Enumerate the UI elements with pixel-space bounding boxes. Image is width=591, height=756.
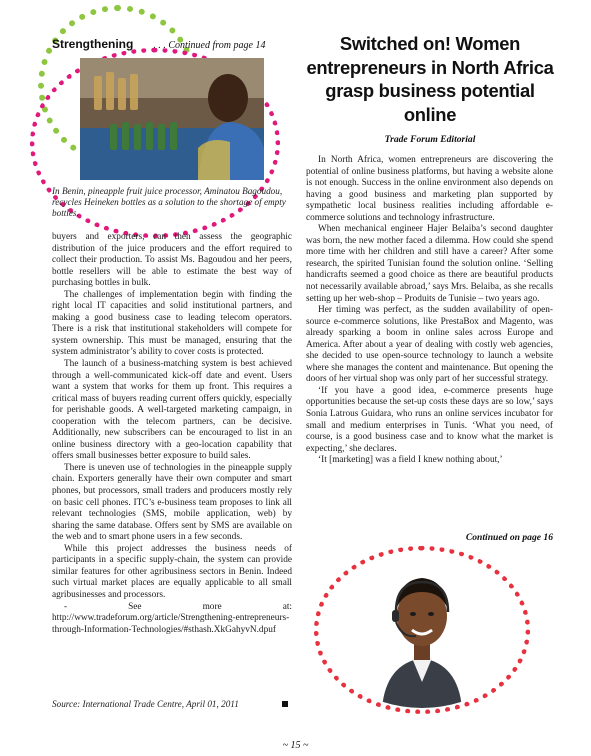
right-paragraph: In North Africa, women entrepreneurs are discovering the potential of online business platforms, but having a website alone is not enough. Success in the online environment also depends on having a good business and marketing plan supported by sympathetic local business realities including affordable e-commerce solutions and technology infrastructure. [306,155,553,223]
section-header [52,37,292,53]
right-paragraph: ‘If you have a good idea, e-commerce presents huge opportunities because the set-up costs these days are so low,’ says Sonia Latrous Guidara, who runs an online services incubator for small and medium enterprises in Tunis. ‘What you need, of course, is a good business case and to know what the market is expecting,’ she declares. [306,385,553,454]
left-paragraph: The launch of a business-matching system is best achieved through a well-communicated kick-off date and event. Users want a system that works for them up front. This requires a critical mass of buyers reading current offers quickly, especially for perishable goods. A well-targeted marketing campaign, in cooperation with the telecom partners, can be decisive. Additionally, new subscribers can be encouraged to list in an online business directory with a geo-location capability that offers small businesses better exposure to build sales. [52,359,292,462]
photo-caption: In Benin, pineapple fruit juice processor, Aminatou Bagoudou, recycles Heineken bottles as a solution to the shortage of empty bottles. [52,186,286,219]
left-paragraph: While this project addresses the business needs of participants in a specific supply-chain, the system can provide similar features for other agribusiness sectors in Benin. Indeed such virtual market places are equally applicable to all small agribusinesses and processors. [52,543,292,600]
source-line [52,699,292,709]
photo-headset-woman-image [322,552,522,708]
continued-from-note: . . . Continued from page 14 [153,40,266,51]
continued-on-note: Continued on page 16 [465,532,553,543]
end-mark-icon [282,701,288,707]
right-paragraph: Her timing was perfect, as the sudden availability of open-source e-commerce solutions, like PrestaBox and Magento, was already sparking a boom in online sales across Europe and America. After about a year of dealing with costly web agencies, she decided to use open-source technology to launch a website where she manages the content and maintenance. But opening the doors of her virtual shop was only part of her successful strategy. [306,305,553,385]
source-text: Source: International Trade Centre, April 01, 2011 [52,699,239,709]
page-number: ~ 15 ~ [282,740,309,751]
section-label: Strengthening [52,37,134,51]
see-more-link[interactable]: - See more at: http://www.tradeforum.org/article/Strengthening-entrepreneurs-through-Information-Technologies/#sthash.XkGahyvN.dpuf [52,601,292,635]
photo-juice-processor-image [80,58,264,180]
left-paragraph: There is uneven use of technologies in the pineapple supply chain. Exporters generally have their own computer and smart phones, but processors, small traders and producers mostly rely on basic cell phones. ITC’s e-business team proposes to link all relevant technologies (SMS, mobile application, web) by sharing the same database. Offers sent by SMS are available on the web and to smart phone users in a few seconds. [52,462,292,543]
right-column-body [306,155,553,467]
photo-headset-woman [322,552,522,708]
left-paragraph: buyers and exporters, can then assess the geographic distribution of the juice producers and the effort required to collect their production. To assist Ms. Bagoudou and her peers, bottle resellers will be able to estimate the best way of purchasing bottles in bulk. [52,232,292,289]
photo-juice-processor [80,58,264,180]
left-column-body [52,232,292,636]
article-byline: Trade Forum Editorial [384,134,476,145]
article-headline: Switched on! Women entrepreneurs in North Africa grasp business potential online [306,33,554,125]
left-paragraph: The challenges of implementation begin with finding the right local IT capacities and solid institutional partners, and making a good business case to leading telecom operators. There is a risk that institutional stakeholders will compete for system ownership. This must be managed, ensuring that the system administrator’s ability to cover costs is protected. [52,289,292,358]
right-paragraph: When mechanical engineer Hajer Belaiba’s second daughter was born, the new mother faced a dilemma. How could she spend more time with her children and still have a career? After some research, the spirited Tunisian found the solution online. ‘Selling handicrafts seemed a good choice as there are beautiful products not necessarily available abroad,’ says Mrs. Belaiba, as she recalls setting up her web-shop – Produits de Tunisie – two years ago. [306,224,553,304]
right-paragraph: ‘It [marketing] was a field I knew nothing about,’ [318,455,503,466]
